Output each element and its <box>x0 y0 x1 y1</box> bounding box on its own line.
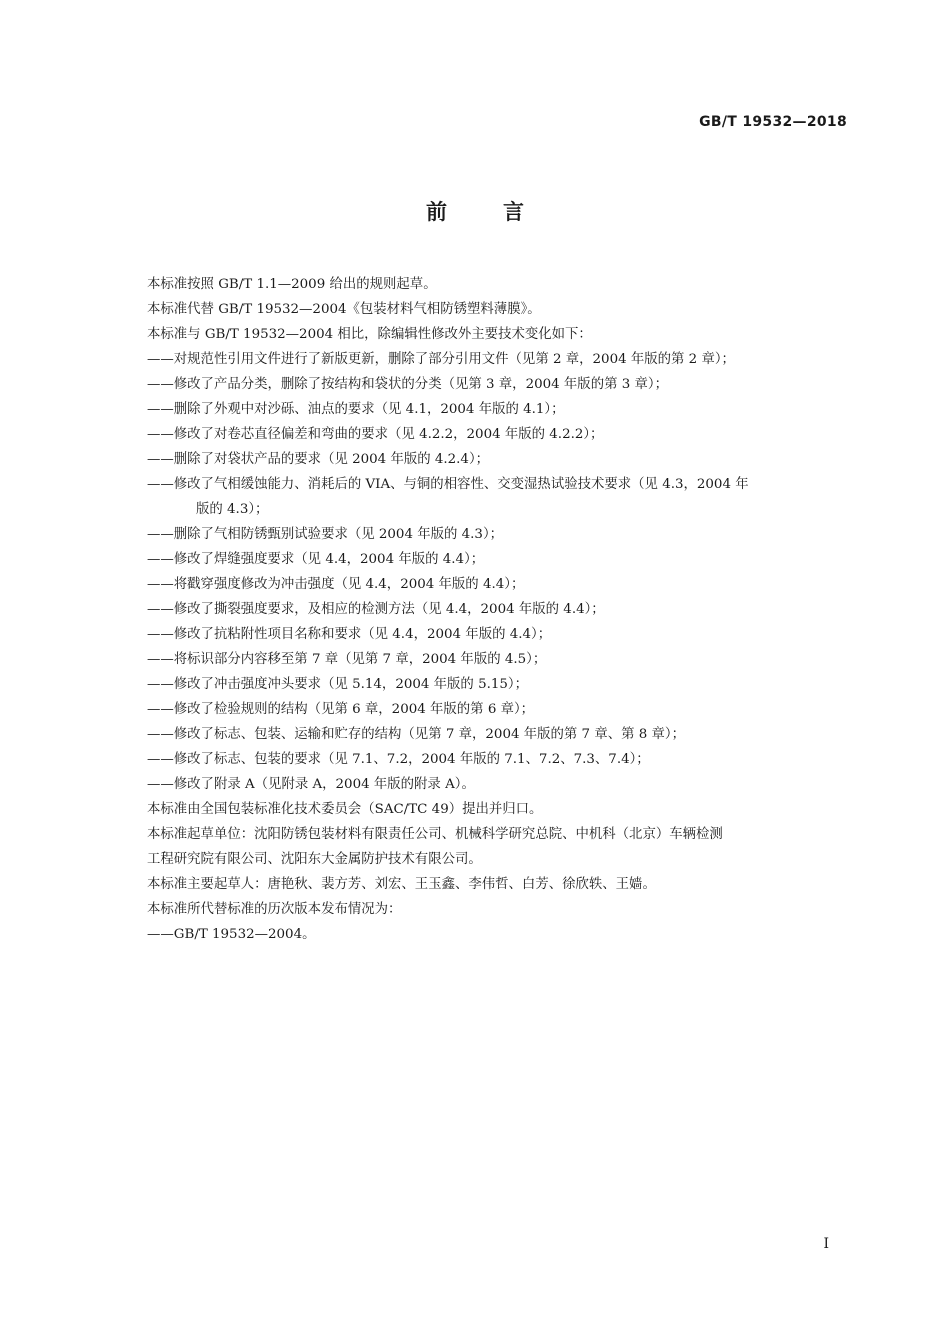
text-line: ——修改了对卷芯直径偏差和弯曲的要求（见 4.2.2，2004 年版的 4.2.2）； <box>147 427 604 442</box>
standard-code: GB/T 19532—2018 <box>699 114 847 130</box>
text-line: 本标准与 GB/T 19532—2004 相比，除编辑性修改外主要技术变化如下： <box>147 327 592 342</box>
text-line: ——删除了对袋状产品的要求（见 2004 年版的 4.2.4）； <box>147 452 490 467</box>
text-line: ——修改了产品分类，删除了按结构和袋状的分类（见第 3 章，2004 年版的第 3 章）； <box>147 377 668 392</box>
text-line: ——GB/T 19532—2004。 <box>147 927 316 942</box>
text-line: 本标准由全国包装标准化技术委员会（SAC/TC 49）提出并归口。 <box>147 802 543 817</box>
text-line: ——对规范性引用文件进行了新版更新，删除了部分引用文件（见第 2 章，2004 年版的第 2 章）； <box>147 352 735 367</box>
text-line: ——修改了撕裂强度要求，及相应的检测方法（见 4.4，2004 年版的 4.4）； <box>147 602 605 617</box>
text-line: 版的 4.3）； <box>196 502 269 517</box>
text-line: ——修改了附录 A（见附录 A，2004 年版的附录 A）。 <box>147 777 475 792</box>
text-line: ——修改了气相缓蚀能力、消耗后的 VIA、与铜的相容性、交变湿热试验技术要求（见 4.3，2004 年 <box>147 477 749 492</box>
text-line: 工程研究院有限公司、沈阳东大金属防护技术有限公司。 <box>147 852 482 867</box>
text-line: ——删除了气相防锈甄别试验要求（见 2004 年版的 4.3）； <box>147 527 504 542</box>
text-line: ——修改了冲击强度冲头要求（见 5.14，2004 年版的 5.15）； <box>147 677 528 692</box>
page-number: I <box>823 1236 829 1252</box>
text-line: 本标准所代替标准的历次版本发布情况为： <box>147 902 402 917</box>
page-title: 前言 <box>426 200 580 224</box>
text-line: ——将标识部分内容移至第 7 章（见第 7 章，2004 年版的 4.5）； <box>147 652 547 667</box>
text-line: 本标准起草单位：沈阳防锈包装材料有限责任公司、机械科学研究总院、中机科（北京）车辆检测 <box>147 827 723 842</box>
text-line: 本标准主要起草人：唐艳秋、裴方芳、刘宏、王玉鑫、李伟哲、白芳、徐欣轶、王嫱。 <box>147 877 656 892</box>
text-line: ——修改了标志、包装的要求（见 7.1、7.2，2004 年版的 7.1、7.2、7.3、7.4）； <box>147 752 650 767</box>
text-line: ——修改了焊缝强度要求（见 4.4，2004 年版的 4.4）； <box>147 552 485 567</box>
text-line: ——删除了外观中对沙砾、油点的要求（见 4.1，2004 年版的 4.1）； <box>147 402 565 417</box>
text-line: ——将戳穿强度修改为冲击强度（见 4.4，2004 年版的 4.4）； <box>147 577 525 592</box>
text-line: ——修改了抗粘附性项目名称和要求（见 4.4，2004 年版的 4.4）； <box>147 627 552 642</box>
document-body <box>147 272 853 947</box>
text-line: 本标准代替 GB/T 19532—2004《包装材料气相防锈塑料薄膜》。 <box>147 302 541 317</box>
text-line: 本标准按照 GB/T 1.1—2009 给出的规则起草。 <box>147 277 437 292</box>
text-line: ——修改了标志、包装、运输和贮存的结构（见第 7 章，2004 年版的第 7 章、第 8 章）； <box>147 727 686 742</box>
text-line: ——修改了检验规则的结构（见第 6 章，2004 年版的第 6 章）； <box>147 702 535 717</box>
